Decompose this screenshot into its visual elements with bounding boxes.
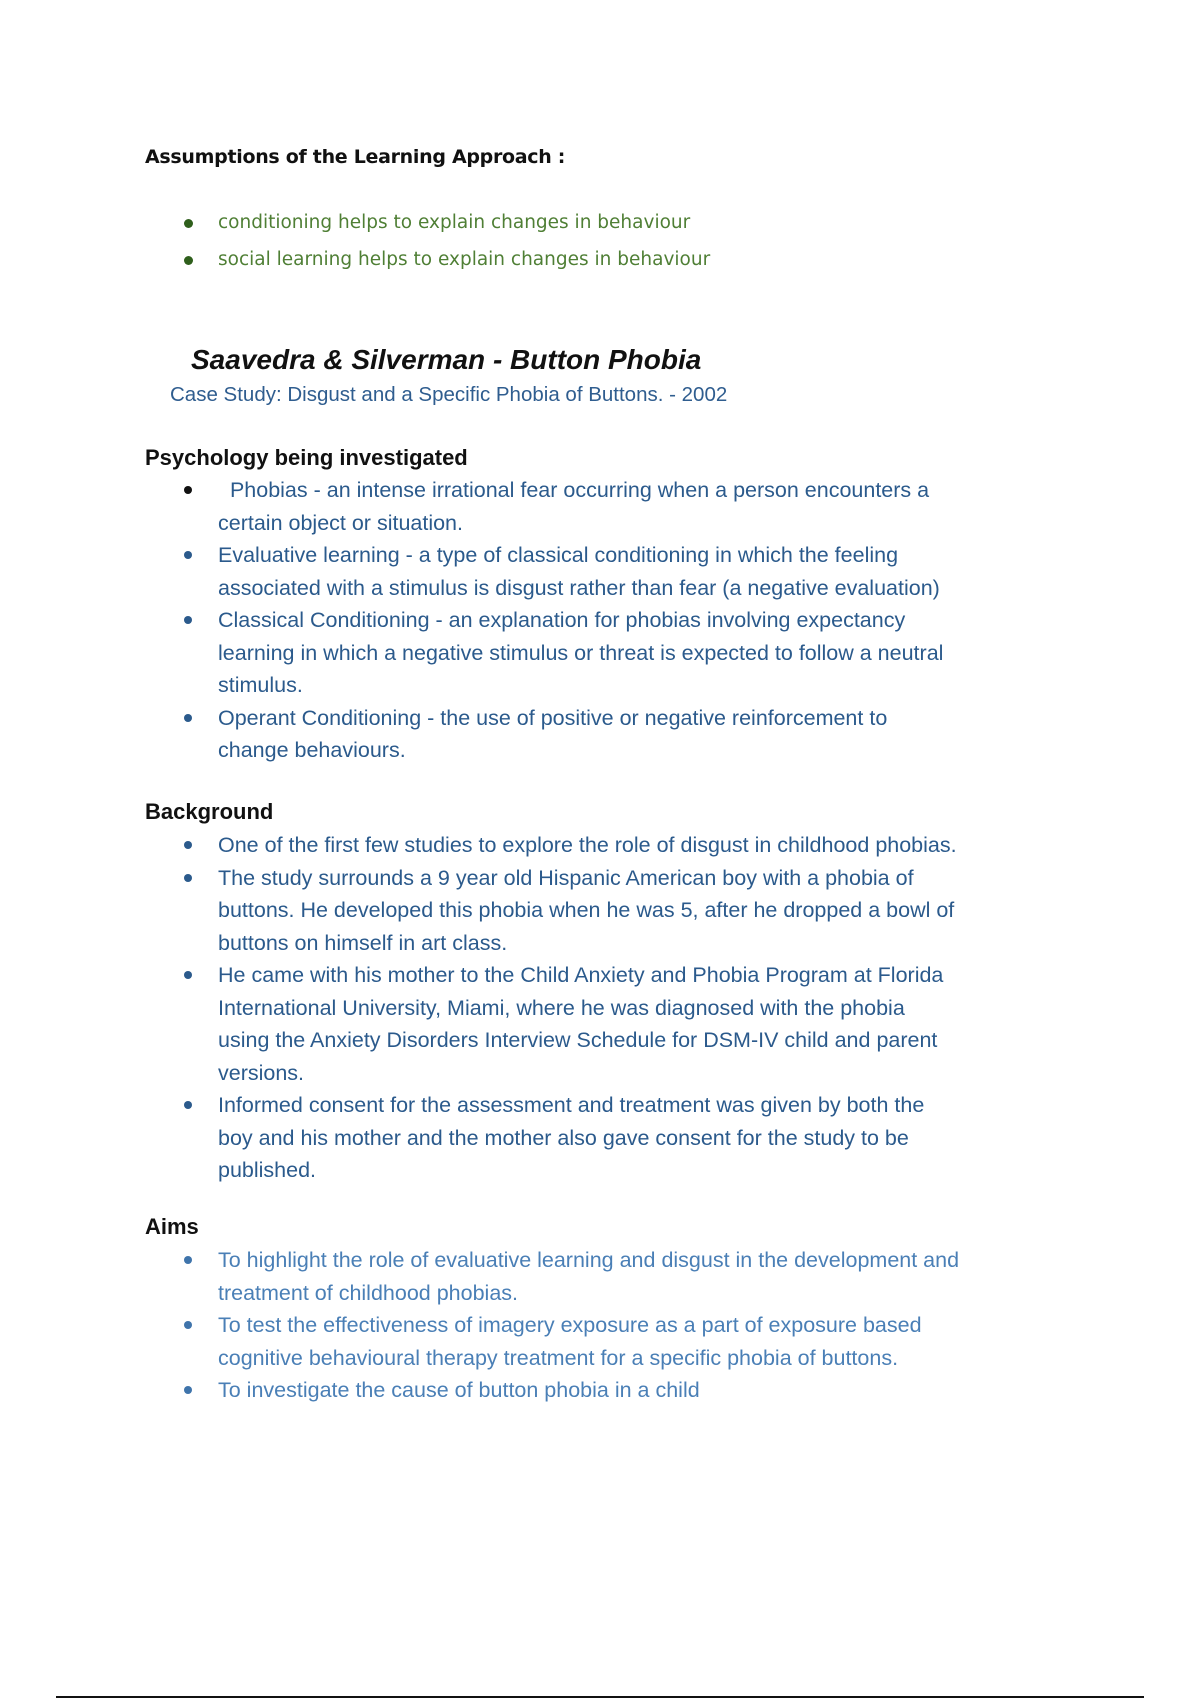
list-item — [180, 474, 1140, 539]
page-bottom-rule — [56, 1696, 1144, 1698]
list-item — [180, 829, 1140, 862]
list-item-line: Informed consent for the assessment and treatment was given by both the — [218, 1093, 925, 1117]
list-item-line: cognitive behavioural therapy treatment for a specific phobia of buttons. — [218, 1345, 899, 1370]
list-item-line: boy and his mother and the mother also gave consent for the study to be — [218, 1125, 909, 1150]
list-item-line: Classical Conditioning - an explanation for phobias involving expectancy — [218, 608, 906, 632]
section-heading-psychology: Psychology being investigated — [145, 445, 468, 470]
list-item — [180, 1244, 1140, 1309]
study-title: Saavedra & Silverman - Button Phobia — [191, 344, 702, 375]
section-heading-background: Background — [145, 799, 274, 824]
list-item-line: To investigate the cause of button phobia in a child — [218, 1378, 700, 1402]
list-item-line: To test the effectiveness of imagery exposure as a part of exposure based — [218, 1313, 922, 1337]
list-item-line: International University, Miami, where he was diagnosed with the phobia — [218, 995, 905, 1020]
list-item-line: buttons on himself in art class. — [218, 930, 508, 955]
list-item-line: To highlight the role of evaluative learning and disgust in the development and — [218, 1248, 960, 1272]
list-item — [180, 862, 1140, 960]
list-item-line: change behaviours. — [218, 738, 406, 762]
list-item-line: He came with his mother to the Child Anxiety and Phobia Program at Florida — [218, 963, 944, 987]
list-item-line: versions. — [218, 1060, 305, 1085]
list-item-line: using the Anxiety Disorders Interview Schedule for DSM-IV child and parent — [218, 1028, 938, 1052]
section-heading-aims: Aims — [145, 1214, 199, 1239]
list-item — [180, 1374, 1140, 1407]
list-item — [180, 1089, 1140, 1187]
study-subtitle: Case Study: Disgust and a Specific Phobia of Buttons. - 2002 — [170, 383, 728, 406]
list-item-line: Evaluative learning - a type of classical conditioning in which the feeling — [218, 543, 899, 567]
list-item: social learning helps to explain changes in behaviour — [180, 244, 710, 281]
list-item-line: published. — [218, 1158, 317, 1182]
list-item: conditioning helps to explain changes in behaviour — [180, 207, 710, 244]
list-item-line: The study surrounds a 9 year old Hispanic American boy with a phobia of — [218, 865, 914, 890]
list-item-line: One of the first few studies to explore the role of disgust in childhood phobias. — [218, 833, 957, 857]
background-list — [180, 829, 1140, 1187]
list-item — [180, 959, 1140, 1089]
assumptions-list — [180, 207, 710, 281]
list-item — [180, 539, 1140, 604]
list-item-line: Operant Conditioning - the use of positive or negative reinforcement to — [218, 705, 888, 730]
assumptions-heading: Assumptions of the Learning Approach : — [145, 146, 566, 168]
list-item — [180, 604, 1140, 702]
list-item-line: associated with a stimulus is disgust rather than fear (a negative evaluation) — [218, 575, 940, 600]
list-item-line: buttons. He developed this phobia when he was 5, after he dropped a bowl of — [218, 898, 955, 922]
list-item — [180, 702, 1140, 767]
list-item-line: treatment of childhood phobias. — [218, 1280, 519, 1305]
list-item-line: certain object or situation. — [218, 510, 463, 535]
list-item — [180, 1309, 1140, 1374]
list-item-line: Phobias - an intense irrational fear occurring when a person encounters a — [218, 478, 930, 502]
aims-list — [180, 1244, 1140, 1407]
psychology-list — [180, 474, 1140, 767]
list-item-line: learning in which a negative stimulus or threat is expected to follow a neutral — [218, 640, 944, 665]
list-item-line: stimulus. — [218, 673, 303, 697]
